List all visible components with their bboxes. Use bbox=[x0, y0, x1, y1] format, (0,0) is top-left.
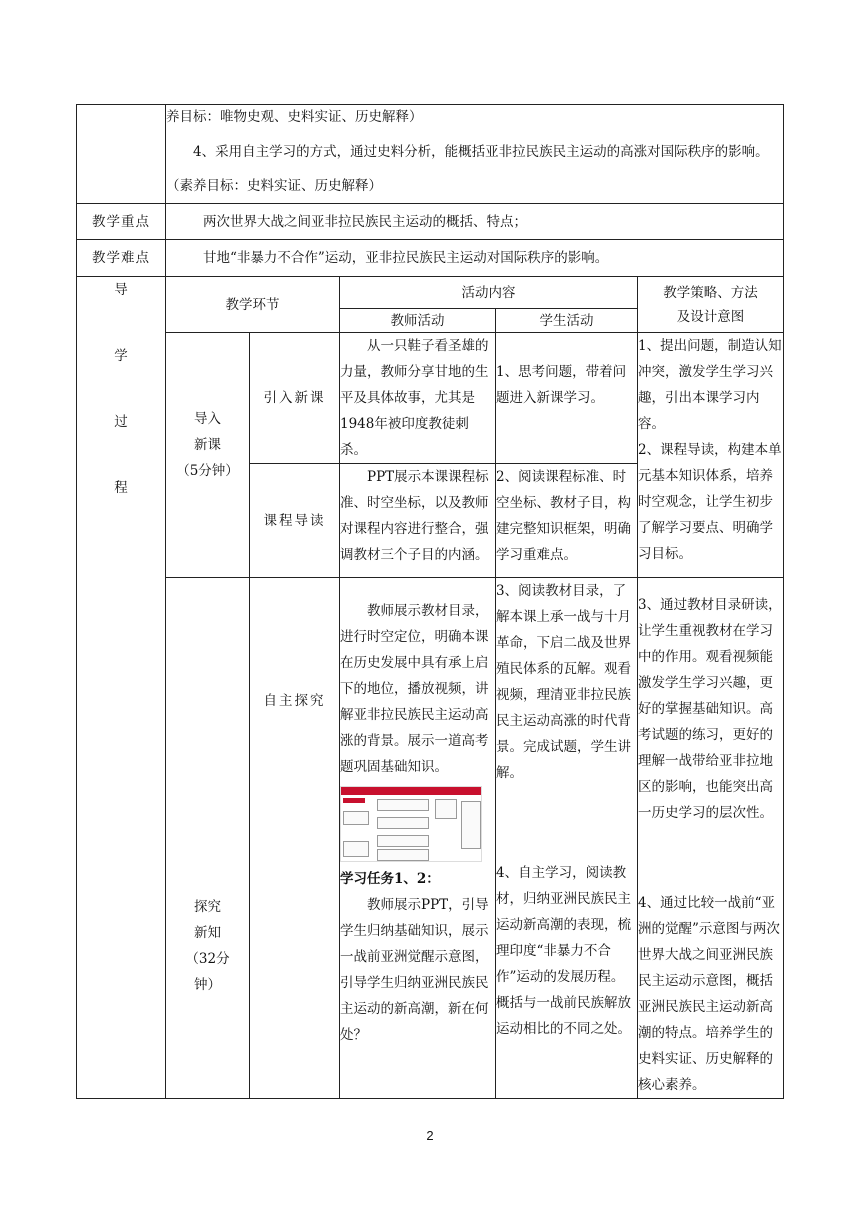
intro-teacher-1: 从一只鞋子看圣雄的力量，教师分享甘地的生平及具体故事，尤其是1948年被印度教徒刺杀。 bbox=[340, 333, 496, 464]
intro-student-2: 2、阅读课程标准、时空坐标、教材子目，构建完整知识框架，明确学习重难点。 bbox=[496, 464, 638, 578]
task-title: 学习任务1、2： bbox=[340, 871, 440, 887]
difficulty-row bbox=[77, 240, 784, 277]
objectives-cell bbox=[166, 105, 784, 204]
explore-student bbox=[496, 578, 638, 1099]
process-header-row-1 bbox=[77, 277, 784, 309]
slide-box bbox=[343, 841, 369, 857]
explore-teacher-a: 教师展示教材目录，进行时空定位，明确本课在历史发展中具有承上启下的地位，播放视频，讲解亚非拉民族民主运动高涨的背景。展示一道高考题巩固基础知识。 bbox=[340, 603, 489, 775]
process-label-char: 程 bbox=[114, 480, 128, 496]
process-label-char: 导 bbox=[114, 282, 128, 298]
explore-stage-line: 探究 bbox=[194, 899, 221, 915]
intro-stage-line: （5分钟） bbox=[176, 463, 239, 479]
lesson-plan-table bbox=[76, 104, 784, 1099]
explore-stage-line: （32分 bbox=[185, 951, 230, 967]
difficulty-text: 甘地“非暴力不合作”运动，亚非拉民族民主运动对国际秩序的影响。 bbox=[166, 240, 784, 277]
page-number: 2 bbox=[426, 1128, 434, 1143]
slide-box bbox=[461, 801, 481, 849]
slide-box bbox=[343, 811, 369, 825]
intro-sub-1: 引入新课 bbox=[250, 333, 340, 464]
intro-student-1: 1、思考问题，带着问题进入新课学习。 bbox=[496, 333, 638, 464]
explore-sub: 自主探究 bbox=[250, 578, 340, 1099]
difficulty-label: 教学难点 bbox=[77, 240, 166, 277]
explore-student-4: 4、自主学习，阅读教材，归纳亚洲民族民主运动新高潮的表现，梳理印度“非暴力不合作”运动的发展历程。概括与一战前民族解放运动相比的不同之处。 bbox=[496, 865, 631, 1037]
explore-teacher-b: 教师展示PPT，引导学生归纳基础知识，展示一战前亚洲觉醒示意图，引导学生归纳亚洲民族民主运动的新高潮，新在何处？ bbox=[340, 897, 489, 1043]
intro-sub-2: 课程导读 bbox=[250, 464, 340, 578]
slide-tag bbox=[343, 798, 365, 803]
ppt-slide-thumbnail bbox=[340, 786, 482, 862]
header-teaching-link: 教学环节 bbox=[166, 277, 340, 333]
focus-row bbox=[77, 204, 784, 240]
focus-label: 教学重点 bbox=[77, 204, 166, 240]
slide-box bbox=[377, 817, 429, 829]
intro-stage-line: 导入 bbox=[194, 411, 221, 427]
explore-stage-line: 新知 bbox=[194, 925, 221, 941]
process-label bbox=[77, 277, 166, 1099]
slide-title-bar bbox=[341, 787, 481, 795]
intro-row-1 bbox=[77, 333, 784, 464]
intro-strategy-1: 1、提出问题，制造认知冲突，激发学生学习兴趣，引出本课学习内容。 bbox=[638, 338, 782, 432]
objective-continuation: 养目标：唯物史观、史料实证、历史解释） bbox=[166, 109, 423, 125]
header-strategy bbox=[638, 277, 784, 333]
slide-box bbox=[377, 849, 429, 861]
intro-strategy-2: 2、课程导读，构建本单元基本知识体系，培养时空观念，让学生初步了解学习要点、明确学习目标。 bbox=[638, 442, 782, 562]
intro-teacher-2: PPT展示本课课程标准、时空坐标，以及教师对课程内容进行整合，强调教材三个子目的内涵。 bbox=[340, 464, 496, 578]
explore-strategy-3: 3、通过教材目录研读，让学生重视教材在学习中的作用。观看视频能激发学生学习兴趣，更好的掌握基础知识。高考试题的练习，更好的理解一战带给亚非拉地区的影响，也能突出高一历史学习的层次性。 bbox=[638, 597, 782, 821]
intro-strategy bbox=[638, 333, 784, 578]
explore-row bbox=[77, 578, 784, 1099]
slide-box bbox=[377, 799, 429, 811]
explore-teacher bbox=[340, 578, 496, 1099]
objectives-row bbox=[77, 105, 784, 204]
explore-student-3: 3、阅读教材目录，了解本课上承一战与十月革命，下启二战及世界殖民体系的瓦解。观看视频，理清亚非拉民族民主运动高涨的时代背景。完成试题，学生讲解。 bbox=[496, 583, 631, 781]
header-strategy-line1: 教学策略、方法 bbox=[663, 284, 758, 301]
explore-strategy-4: 4、通过比较一战前“亚洲的觉醒”示意图与两次世界大战之间亚洲民族民主运动示意图，概括亚洲民族民主运动新高潮的特点。培养学生的史料实证、历史解释的核心素养。 bbox=[638, 895, 780, 1093]
focus-text: 两次世界大战之间亚非拉民族民主运动的概括、特点； bbox=[166, 204, 784, 240]
slide-box bbox=[377, 835, 429, 847]
objectives-label-cell bbox=[77, 105, 166, 204]
header-student: 学生活动 bbox=[496, 309, 638, 333]
objective-item-4: 4、采用自主学习的方式，通过史料分析，能概括亚非拉民族民主运动的高涨对国际秩序的影响。（素养目标：史料实证、历史解释） bbox=[166, 144, 769, 194]
header-teacher: 教师活动 bbox=[340, 309, 496, 333]
header-strategy-line2: 及设计意图 bbox=[676, 308, 745, 325]
process-label-char: 过 bbox=[114, 414, 128, 430]
explore-stage bbox=[166, 578, 250, 1099]
header-activity: 活动内容 bbox=[340, 277, 638, 309]
process-label-char: 学 bbox=[114, 348, 128, 364]
explore-strategy bbox=[638, 578, 784, 1099]
intro-stage-line: 新课 bbox=[194, 437, 221, 453]
slide-box bbox=[435, 799, 457, 819]
explore-stage-line: 钟） bbox=[194, 977, 221, 993]
intro-stage bbox=[166, 333, 250, 578]
